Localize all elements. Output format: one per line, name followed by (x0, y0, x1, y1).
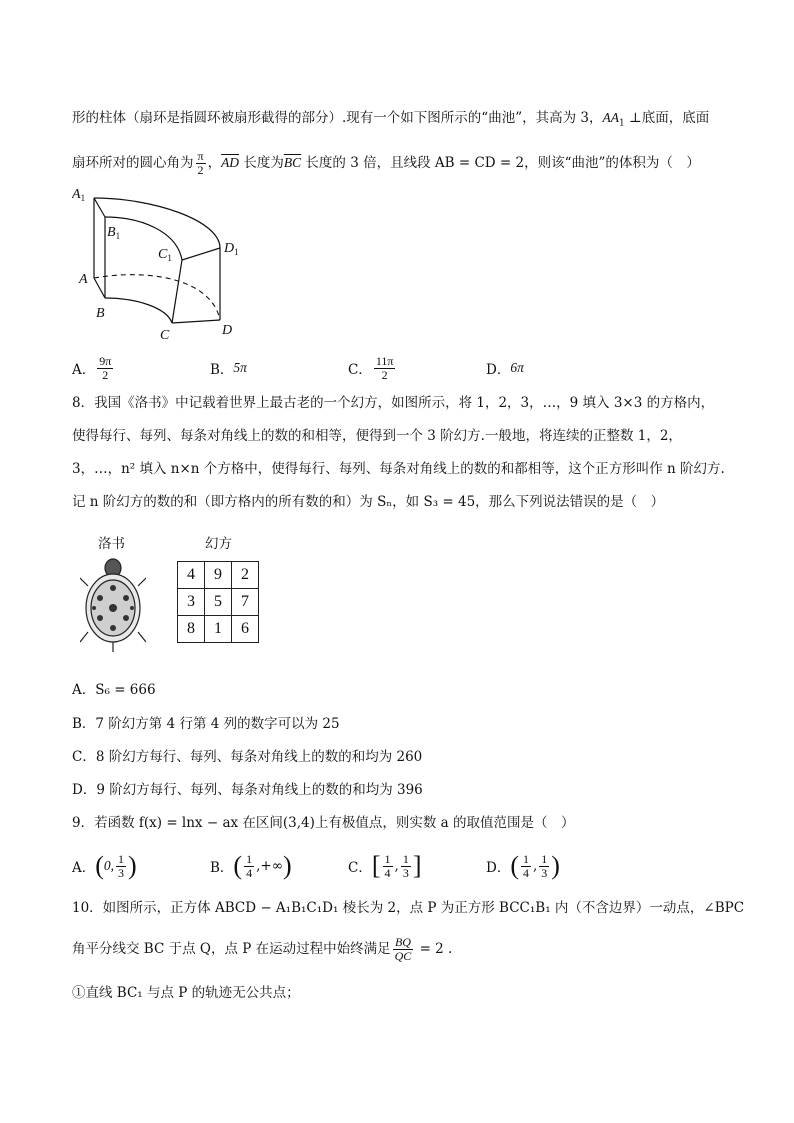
label-a1: $A_1$ (72, 187, 86, 203)
q8-line1: 8．我国《洛书》中记载着世界上最古老的一个幻方，如图所示，将 1，2，3，…，9 填入 3×3 的方格内， (72, 395, 715, 411)
q8-line3: 3，…，n² 填入 n×n 个方格中，使得每行、每列、每条对角线上的数的和都相等，这个正方形叫作 n 阶幻方. (72, 461, 725, 477)
q10-line2 (72, 936, 452, 963)
q10-text: = 2 . (415, 941, 453, 957)
option-fraction: $\frac{1}{3}$ (118, 851, 125, 880)
magic-cell: 4 (178, 562, 205, 589)
q9-option-c[interactable]: C． [ $\frac{1}{4}$ , $\frac{1}{3}$ ] (348, 851, 422, 880)
option-fraction: $\frac{1}{4}$ (246, 851, 253, 880)
magic-cell: 1 (205, 616, 232, 643)
q9-stem: 9．若函数 f(x) = lnx − ax 在区间(3,4)上有极值点，则实数 a 的取值范围是（ ） (72, 815, 575, 831)
label-d1: $D_1$ (224, 241, 239, 257)
label-a: A (79, 272, 88, 287)
magic-cell: 8 (178, 616, 205, 643)
option-letter: C． (348, 362, 372, 378)
q7-arc-bc: $\overline{BC}$ (283, 155, 302, 170)
option-fraction: $\frac{9\pi}{2}$ (99, 353, 112, 382)
q7-line1: 形的柱体（扇环是指圆环被扇形截得的部分）.现有一个如下图所示的“曲池”，其高为 3，$AA_1$ ⊥底面，底面 (72, 110, 710, 129)
option-fraction: $\frac{1}{3}$ (541, 851, 548, 880)
option-value: 5π (233, 360, 247, 375)
label-c: C (160, 328, 170, 343)
q8-option-d[interactable]: D．9 阶幻方每行、每列、每条对角线上的数的和均为 396 (72, 782, 423, 798)
q10-item1: ①直线 BC₁ 与点 P 的轨迹无公共点； (72, 985, 300, 1001)
q7-text: ， (207, 155, 222, 171)
q8-line2: 使得每行、每列、每条对角线上的数的和相等，便得到一个 3 阶幻方.一般地，将连续的正整数 1，2， (72, 428, 682, 444)
option-fraction: $\frac{1}{4}$ (523, 851, 529, 880)
q7-line2 (72, 150, 700, 177)
label-c1: $C_1$ (158, 247, 172, 263)
q8-option-b[interactable]: B．7 阶幻方第 4 行第 4 列的数字可以为 25 (72, 716, 340, 732)
qu-chi-figure (72, 180, 262, 345)
option-fraction: $\frac{1}{3}$ (402, 851, 409, 880)
option-letter: D． (486, 860, 511, 876)
q7-text: 扇环所对的圆心角为 (72, 155, 194, 171)
q7-option-b[interactable] (210, 358, 348, 378)
label-b1: $B_1$ (107, 225, 121, 241)
q10-ratio-fraction: $\frac{BQ}{QC}$ (394, 935, 412, 963)
q8-option-a[interactable]: A．S₆ = 666 (72, 682, 156, 698)
option-letter: C． (348, 860, 372, 876)
magic-cell: 7 (232, 589, 259, 616)
magic-cell: 5 (205, 589, 232, 616)
q7-text: 长度的 3 倍，且线段 AB = CD = 2，则该“曲池”的体积为（ ） (301, 155, 700, 171)
q7-text: ⊥底面，底面 (624, 110, 710, 126)
q10-text: 角平分线交 BC 于点 Q，点 P 在运动过程中始终满足 (72, 941, 391, 957)
option-value: 0, (103, 858, 115, 873)
magic-cell: 2 (232, 562, 259, 589)
q7-text: 长度为 (239, 155, 284, 171)
option-fraction: $\frac{11\pi}{2}$ (375, 353, 394, 382)
q7-aa1: AA (602, 110, 619, 125)
q7-option-c[interactable] (348, 355, 486, 382)
label-d: D (222, 323, 233, 338)
option-letter: B． (210, 860, 234, 876)
turtle-luoshu-image (80, 556, 146, 654)
label-b: B (96, 306, 105, 321)
option-letter: A． (72, 362, 96, 378)
option-fraction: $\frac{1}{4}$ (384, 851, 391, 880)
magic-square-grid (177, 561, 259, 643)
q7-options (72, 350, 752, 386)
luoshu-caption: 洛书 (98, 536, 125, 552)
q9-options (72, 846, 752, 886)
q7-option-a[interactable] (72, 355, 210, 382)
q7-text: 形的柱体（扇环是指圆环被扇形截得的部分）.现有一个如下图所示的“曲池”，其高为 3， (72, 110, 603, 126)
q9-option-a[interactable]: A． ( 0, $\frac{1}{3}$ ) (72, 851, 137, 880)
magic-square-caption: 幻方 (205, 536, 232, 552)
q9-option-b[interactable]: B． ( $\frac{1}{4}$ ,+∞ ) (210, 851, 292, 880)
q10-line1: 10．如图所示，正方体 ABCD − A₁B₁C₁D₁ 棱长为 2，点 P 为正方形 BCC₁B₁ 内（不含边界）一动点，∠BPC (72, 900, 745, 916)
magic-cell: 3 (178, 589, 205, 616)
option-letter: B． (210, 362, 234, 378)
option-letter: A． (72, 860, 96, 876)
q8-option-c[interactable]: C．8 阶幻方每行、每列、每条对角线上的数的和均为 260 (72, 749, 423, 765)
option-letter: D． (486, 362, 511, 378)
option-value: 6π (510, 360, 524, 375)
q8-line4: 记 n 阶幻方的数的和（即方格内的所有数的和）为 Sₙ，如 S₃ = 45，那么下列说法错误的是（ ） (72, 494, 665, 510)
magic-cell: 6 (232, 616, 259, 643)
q7-arc-ad: $\overline{AD}$ (221, 155, 240, 170)
magic-cell: 9 (205, 562, 232, 589)
q7-option-d[interactable] (486, 358, 524, 378)
q9-option-d[interactable]: D． ( $\frac{1}{4}$ , $\frac{1}{3}$ ) (486, 851, 560, 880)
option-value: ,+∞ (256, 858, 283, 874)
q7-angle-fraction: $\frac{\pi}{2}$ (197, 149, 204, 177)
